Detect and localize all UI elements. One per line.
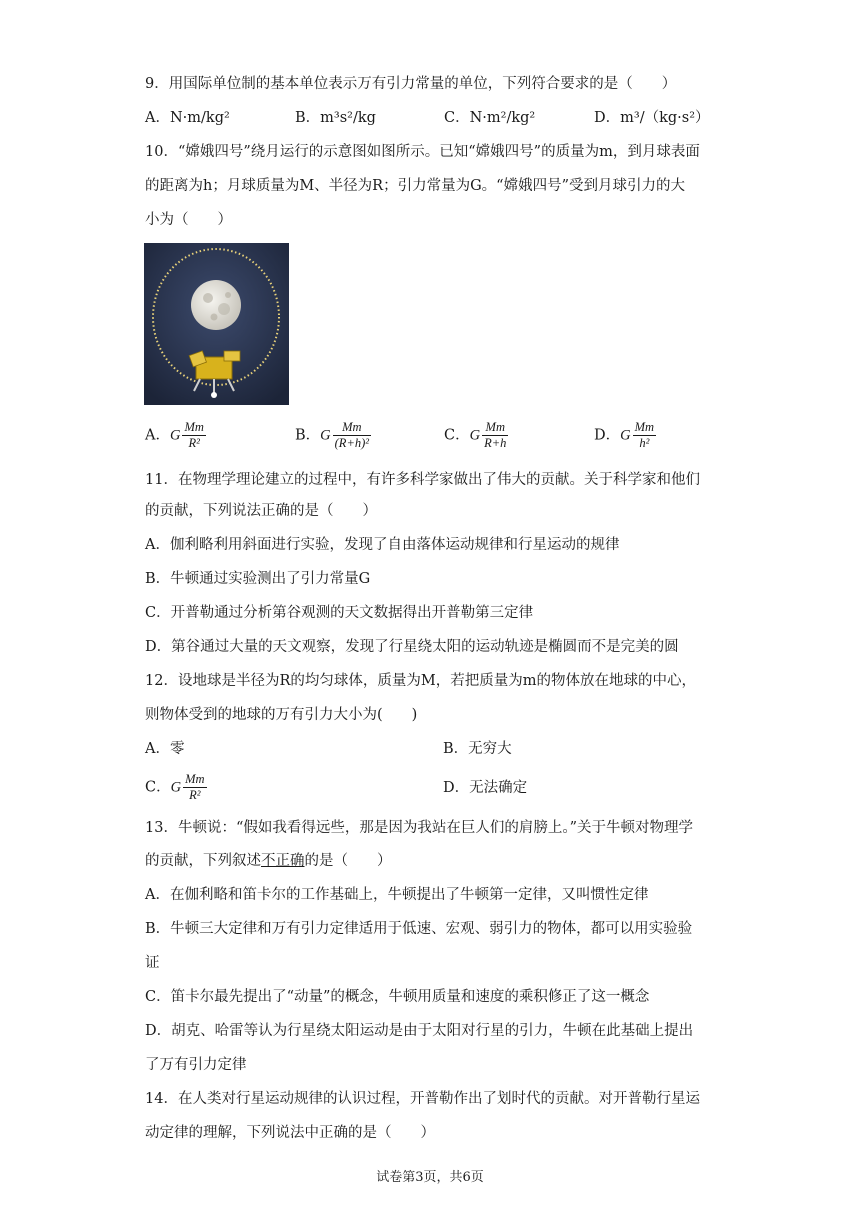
q13-stem-line1: 13．牛顿说：“假如我看得远些，那是因为我站在巨人们的肩膀上。”关于牛顿对物理学 (145, 820, 694, 836)
denominator: R² (189, 788, 201, 802)
numerator: Mm (185, 772, 205, 786)
numerator: Mm (482, 420, 508, 436)
q11-option-c: C．开普勒通过分析第谷观测的天文数据得出开普勒第三定律 (145, 605, 534, 621)
q12-option-d: D．无法确定 (443, 780, 528, 796)
q13-stem-pre: 的贡献，下列叙述 (145, 853, 261, 869)
q12-option-b: B．无穷大 (443, 741, 512, 757)
fraction (482, 420, 508, 451)
q11-stem-line1: 11．在物理学理论建立的过程中，有许多科学家做出了伟大的贡献。关于科学家和他们 (145, 472, 700, 488)
q12-stem-line1: 12．设地球是半径为R的均匀球体，质量为M，若把质量为m的物体放在地球的中心， (145, 673, 696, 689)
q11-option-a: A．伽利略利用斜面进行实验，发现了自由落体运动规律和行星运动的规律 (145, 537, 620, 553)
gravity-constant: G (469, 427, 481, 444)
q13-option-c: C．笛卡尔最先提出了“动量”的概念，牛顿用质量和速度的乘积修正了这一概念 (145, 989, 650, 1005)
option-label: C． (145, 779, 171, 796)
numerator: Mm (333, 420, 371, 436)
q14-stem-line2: 动定律的理解，下列说法中正确的是（ ） (145, 1125, 435, 1141)
q13-stem-post: 的是（ ） (304, 853, 392, 869)
gravity-constant: G (320, 427, 331, 444)
q13-option-d-line2: 了万有引力定律 (145, 1057, 247, 1073)
q13-option-a: A．在伽利略和笛卡尔的工作基础上，牛顿提出了牛顿第一定律，又叫惯性定律 (145, 887, 649, 903)
fraction (333, 420, 371, 451)
q14-stem-line1: 14．在人类对行星运动规律的认识过程，开普勒作出了划时代的贡献。对开普勒行星运 (145, 1091, 700, 1107)
q13-stem-emphasis: 不正确 (261, 853, 305, 869)
q10-stem-line1: 10．“嫦娥四号”绕月运行的示意图如图所示。已知“嫦娥四号”的质量为m，到月球表面 (145, 144, 700, 160)
q12-option-c (145, 772, 207, 803)
q10-option-c (444, 420, 508, 451)
page-footer: 试卷第3页，共6页 (376, 1170, 484, 1185)
denominator: R+h (484, 436, 507, 450)
option-label: B． (295, 427, 321, 444)
option-label: C． (444, 427, 470, 444)
fraction (183, 772, 206, 803)
q10-option-a (145, 420, 206, 451)
gravity-constant: G (620, 427, 631, 444)
gravity-constant: G (169, 427, 181, 444)
q9-option-a: A．N·m/kg² (145, 110, 230, 126)
q11-option-b: B．牛顿通过实验测出了引力常量G (145, 571, 371, 587)
q11-stem-line2: 的贡献，下列说法正确的是（ ） (145, 503, 377, 519)
denominator: h² (639, 436, 650, 450)
q12-option-a: A．零 (145, 741, 185, 757)
numerator: Mm (634, 420, 655, 434)
numerator: Mm (184, 420, 204, 434)
q13-option-d-line1: D．胡克、哈雷等认为行星绕太阳运动是由于太阳对行星的引力，牛顿在此基础上提出 (145, 1023, 694, 1039)
option-label: D． (594, 427, 621, 444)
q10-stem-line3: 小为（ ） (145, 212, 232, 228)
q10-stem-line2: 的距离为h；月球质量为M、半径为R；引力常量为G。“嫦娥四号”受到月球引力的大 (145, 178, 686, 194)
q13-stem-line2 (145, 851, 392, 871)
fraction (633, 420, 656, 451)
fraction (182, 420, 205, 451)
q11-option-d: D．第谷通过大量的天文观察，发现了行星绕太阳的运动轨迹是椭圆而不是完美的圆 (145, 639, 679, 655)
moon-orbit-figure (144, 243, 289, 405)
q13-option-b-line2: 证 (145, 955, 160, 971)
q9-option-b: B．m³s²/kg (295, 110, 376, 126)
q10-option-d (594, 420, 656, 451)
denominator: (R+h)² (334, 436, 370, 450)
q13-option-b-line1: B．牛顿三大定律和万有引力定律适用于低速、宏观、弱引力的物体，都可以用实验验 (145, 921, 693, 937)
gravity-constant: G (170, 779, 182, 796)
q9-stem: 9．用国际单位制的基本单位表示万有引力常量的单位，下列符合要求的是（ ） (145, 76, 677, 92)
q10-option-b (295, 420, 371, 451)
q9-option-c: C．N·m²/kg² (444, 110, 536, 126)
q12-stem-line2: 则物体受到的地球的万有引力大小为( ) (145, 707, 418, 723)
option-label: A． (145, 427, 170, 444)
denominator: R² (188, 436, 200, 450)
q9-option-d: D．m³/（kg·s²） (594, 110, 710, 126)
